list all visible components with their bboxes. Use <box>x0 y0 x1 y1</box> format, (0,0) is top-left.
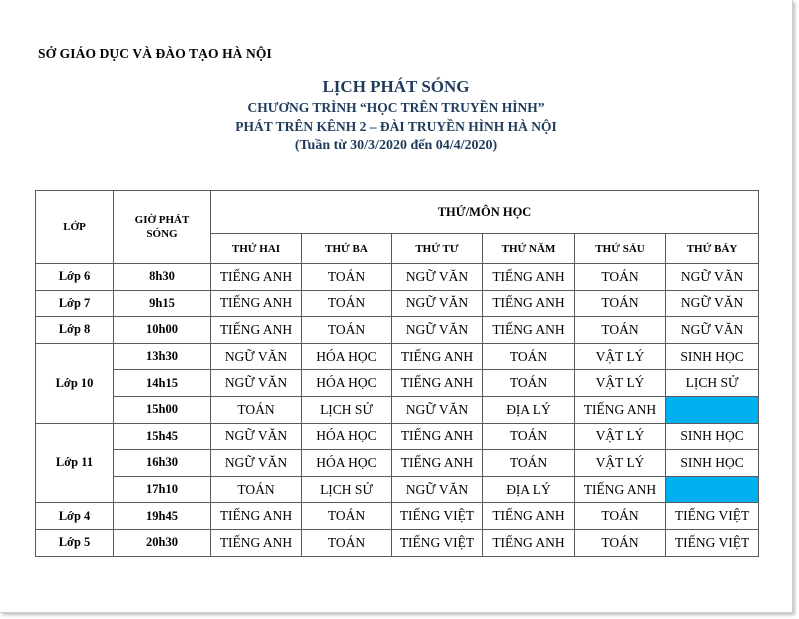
table-row <box>36 317 759 344</box>
subject-cell: HÓA HỌC <box>302 450 392 477</box>
day-header: THỨ TƯ <box>392 234 483 264</box>
subject-cell: LỊCH SỬ <box>302 396 392 423</box>
subject-cell: SINH HỌC <box>666 343 759 370</box>
subject-cell: TIẾNG ANH <box>211 529 302 556</box>
day-header: THỨ HAI <box>211 234 302 264</box>
subject-cell: TIẾNG VIỆT <box>666 503 759 530</box>
day-header: THỨ SÁU <box>575 234 666 264</box>
time-cell: 15h00 <box>114 396 211 423</box>
subject-cell: HÓA HỌC <box>302 343 392 370</box>
time-cell: 13h30 <box>114 343 211 370</box>
subject-cell: ĐỊA LÝ <box>483 396 575 423</box>
class-cell: Lớp 8 <box>36 317 114 344</box>
day-header: THỨ NĂM <box>483 234 575 264</box>
subject-cell: VẬT LÝ <box>575 370 666 397</box>
table-row <box>36 396 759 423</box>
subject-cell: HÓA HỌC <box>302 423 392 450</box>
table-row <box>36 370 759 397</box>
column-header-time: GIỜ PHÁT SÓNG <box>114 191 211 264</box>
class-cell: Lớp 10 <box>36 343 114 423</box>
subject-cell: TIẾNG ANH <box>483 264 575 291</box>
subject-cell: ĐỊA LÝ <box>483 476 575 503</box>
subject-cell: TIẾNG ANH <box>211 503 302 530</box>
subject-cell: NGỮ VĂN <box>666 290 759 317</box>
subject-cell: TOÁN <box>483 343 575 370</box>
table-row <box>36 423 759 450</box>
week-range: (Tuần từ 30/3/2020 đến 04/4/2020) <box>294 138 498 153</box>
subject-cell: TOÁN <box>575 317 666 344</box>
subject-cell: TIẾNG ANH <box>483 290 575 317</box>
subject-cell: TOÁN <box>575 529 666 556</box>
subject-cell: TOÁN <box>211 476 302 503</box>
department-name: SỞ GIÁO DỤC VÀ ĐÀO TẠO HÀ NỘI <box>38 46 272 61</box>
subject-cell: TIẾNG ANH <box>392 450 483 477</box>
subject-cell: NGỮ VĂN <box>666 264 759 291</box>
table-row <box>36 450 759 477</box>
subject-cell: TOÁN <box>575 503 666 530</box>
subject-cell: SINH HỌC <box>666 423 759 450</box>
subject-cell: TOÁN <box>302 317 392 344</box>
subject-cell: NGỮ VĂN <box>666 317 759 344</box>
class-cell: Lớp 6 <box>36 264 114 291</box>
subject-cell: TOÁN <box>575 264 666 291</box>
subject-cell: NGỮ VĂN <box>392 396 483 423</box>
time-cell: 19h45 <box>114 503 211 530</box>
subject-cell: TIẾNG ANH <box>483 529 575 556</box>
subject-cell: NGỮ VĂN <box>211 370 302 397</box>
time-cell: 15h45 <box>114 423 211 450</box>
subject-cell: TIẾNG VIỆT <box>392 529 483 556</box>
day-header: THỨ BẢY <box>666 234 759 264</box>
subject-cell: TOÁN <box>575 290 666 317</box>
subject-cell: TIẾNG ANH <box>392 370 483 397</box>
program-name: CHƯƠNG TRÌNH “HỌC TRÊN TRUYỀN HÌNH” <box>247 100 545 115</box>
class-cell: Lớp 5 <box>36 529 114 556</box>
subject-cell: TIẾNG ANH <box>211 290 302 317</box>
time-cell: 9h15 <box>114 290 211 317</box>
table-row <box>36 503 759 530</box>
subject-cell: LỊCH SỬ <box>302 476 392 503</box>
table-row <box>36 529 759 556</box>
subject-cell: NGỮ VĂN <box>392 317 483 344</box>
subject-cell: NGỮ VĂN <box>392 264 483 291</box>
subject-cell: VẬT LÝ <box>575 423 666 450</box>
subject-cell: HÓA HỌC <box>302 370 392 397</box>
day-header: THỨ BA <box>302 234 392 264</box>
subject-cell: TIẾNG ANH <box>392 343 483 370</box>
subject-cell: NGỮ VĂN <box>392 476 483 503</box>
table-row <box>36 343 759 370</box>
time-cell: 8h30 <box>114 264 211 291</box>
class-cell: Lớp 4 <box>36 503 114 530</box>
subject-cell: TIẾNG ANH <box>211 264 302 291</box>
table-row <box>36 290 759 317</box>
subject-cell: TOÁN <box>483 370 575 397</box>
subject-cell: TOÁN <box>483 450 575 477</box>
schedule-table <box>35 190 759 557</box>
time-cell: 17h10 <box>114 476 211 503</box>
channel-name: PHÁT TRÊN KÊNH 2 – ĐÀI TRUYỀN HÌNH HÀ NỘI <box>235 119 557 134</box>
subject-cell: TIẾNG ANH <box>211 317 302 344</box>
subject-cell: TIẾNG ANH <box>483 317 575 344</box>
table-row <box>36 476 759 503</box>
subject-cell: TIẾNG VIỆT <box>392 503 483 530</box>
time-cell: 16h30 <box>114 450 211 477</box>
subject-cell: VẬT LÝ <box>575 450 666 477</box>
time-cell: 10h00 <box>114 317 211 344</box>
table-row <box>36 264 759 291</box>
subject-cell: TOÁN <box>483 423 575 450</box>
time-cell: 14h15 <box>114 370 211 397</box>
subject-cell: TOÁN <box>302 290 392 317</box>
subject-cell: TOÁN <box>302 503 392 530</box>
subject-cell: SINH HỌC <box>666 450 759 477</box>
column-header-class: LỚP <box>36 191 114 264</box>
subject-cell: NGỮ VĂN <box>211 343 302 370</box>
subject-cell: VẬT LÝ <box>575 343 666 370</box>
time-cell: 20h30 <box>114 529 211 556</box>
schedule-title: LỊCH PHÁT SÓNG <box>322 77 470 96</box>
column-header-day-subject: THỨ/MÔN HỌC <box>211 191 759 234</box>
subject-cell: NGỮ VĂN <box>211 423 302 450</box>
empty-highlighted-cell <box>666 476 759 503</box>
subject-cell: NGỮ VĂN <box>211 450 302 477</box>
subject-cell: TIẾNG ANH <box>392 423 483 450</box>
subject-cell: TIẾNG ANH <box>483 503 575 530</box>
subject-cell: TIẾNG ANH <box>575 476 666 503</box>
subject-cell: TOÁN <box>211 396 302 423</box>
subject-cell: TOÁN <box>302 264 392 291</box>
class-cell: Lớp 11 <box>36 423 114 503</box>
subject-cell: TOÁN <box>302 529 392 556</box>
subject-cell: TIẾNG ANH <box>575 396 666 423</box>
title-block <box>0 76 792 156</box>
subject-cell: LỊCH SỬ <box>666 370 759 397</box>
class-cell: Lớp 7 <box>36 290 114 317</box>
subject-cell: TIẾNG VIỆT <box>666 529 759 556</box>
empty-highlighted-cell <box>666 396 759 423</box>
subject-cell: NGỮ VĂN <box>392 290 483 317</box>
